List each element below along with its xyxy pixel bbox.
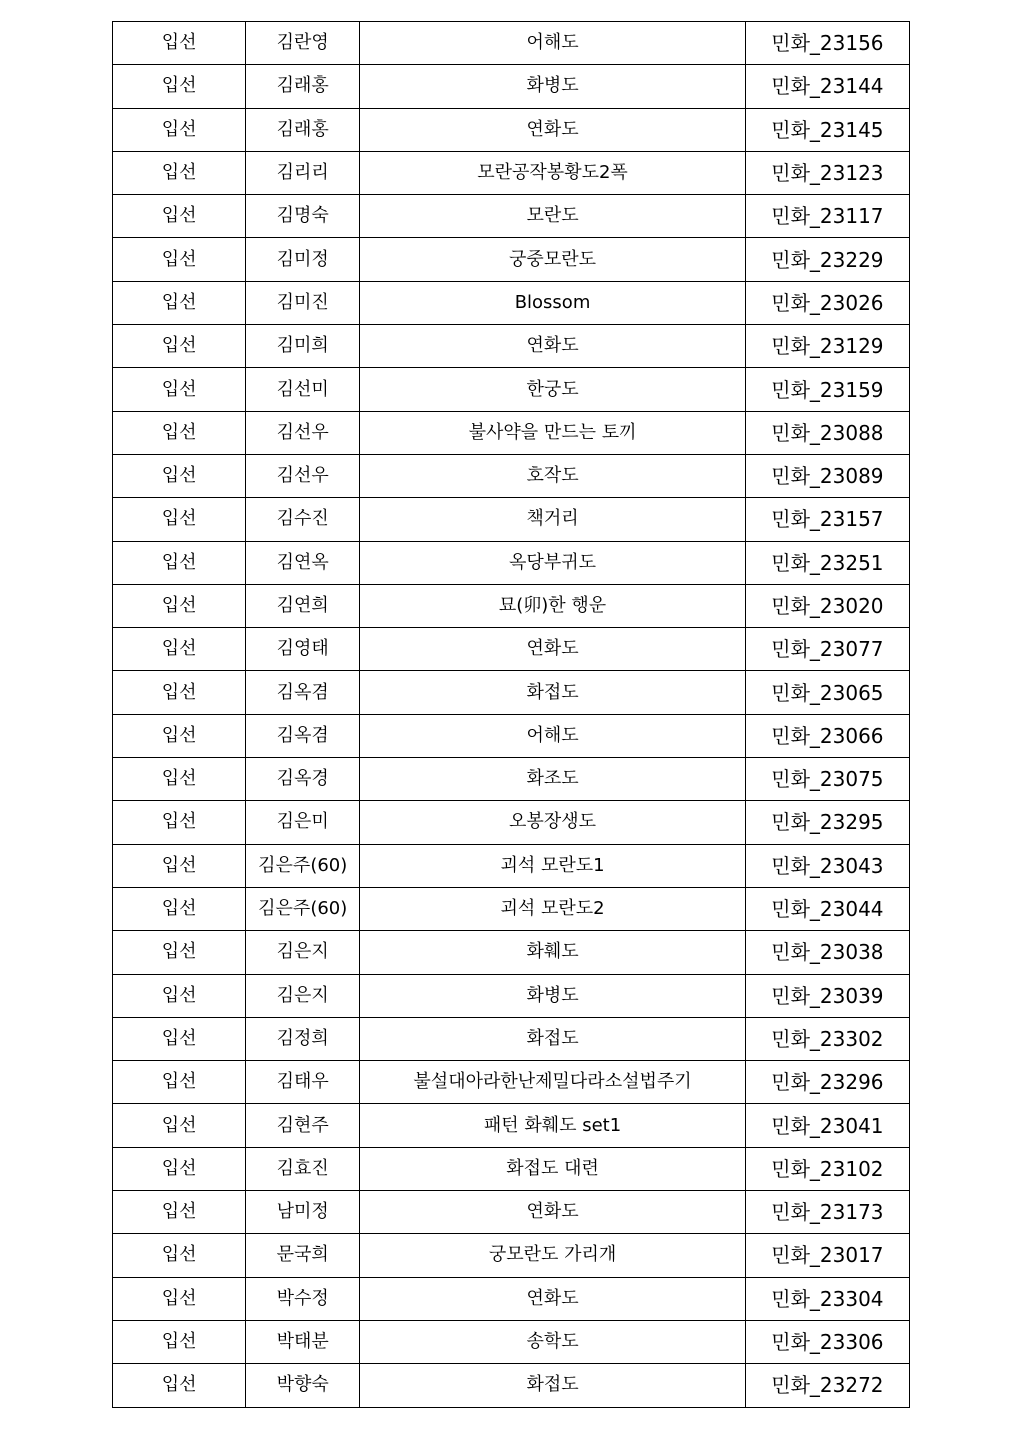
artist-name-cell: 박수정 — [246, 1277, 360, 1320]
entry-id-cell: 민화_23017 — [745, 1234, 909, 1277]
award-cell: 입선 — [113, 151, 246, 194]
award-cell: 입선 — [113, 541, 246, 584]
artist-name-cell: 김옥겸 — [246, 671, 360, 714]
table-row — [113, 1191, 910, 1234]
artwork-title-cell: 화훼도 — [360, 931, 745, 974]
artwork-title-cell: 송학도 — [360, 1320, 745, 1363]
entry-id-cell: 민화_23156 — [745, 22, 909, 65]
artwork-title-cell: 연화도 — [360, 1191, 745, 1234]
award-cell: 입선 — [113, 411, 246, 454]
table-row — [113, 758, 910, 801]
table-row — [113, 931, 910, 974]
award-cell: 입선 — [113, 584, 246, 627]
artwork-title-cell: 옥당부귀도 — [360, 541, 745, 584]
award-cell: 입선 — [113, 1234, 246, 1277]
artist-name-cell: 남미정 — [246, 1191, 360, 1234]
table-row — [113, 1234, 910, 1277]
award-cell: 입선 — [113, 758, 246, 801]
artwork-title-cell: Blossom — [360, 281, 745, 324]
award-cell: 입선 — [113, 844, 246, 887]
entry-id-cell: 민화_23020 — [745, 584, 909, 627]
artwork-title-cell: 묘(卯)한 행운 — [360, 584, 745, 627]
table-row — [113, 411, 910, 454]
artist-name-cell: 김수진 — [246, 498, 360, 541]
entry-id-cell: 민화_23041 — [745, 1104, 909, 1147]
artwork-title-cell: 화조도 — [360, 758, 745, 801]
entry-id-cell: 민화_23102 — [745, 1147, 909, 1190]
artwork-title-cell: 괴석 모란도2 — [360, 887, 745, 930]
table-row — [113, 974, 910, 1017]
award-cell: 입선 — [113, 671, 246, 714]
entry-id-cell: 민화_23038 — [745, 931, 909, 974]
artist-name-cell: 김선우 — [246, 454, 360, 497]
artwork-title-cell: 책거리 — [360, 498, 745, 541]
entry-id-cell: 민화_23173 — [745, 1191, 909, 1234]
table-row — [113, 498, 910, 541]
award-cell: 입선 — [113, 931, 246, 974]
artwork-title-cell: 화병도 — [360, 65, 745, 108]
entry-id-cell: 민화_23304 — [745, 1277, 909, 1320]
entry-id-cell: 민화_23117 — [745, 195, 909, 238]
entry-id-cell: 민화_23043 — [745, 844, 909, 887]
table-row — [113, 671, 910, 714]
entry-id-cell: 민화_23251 — [745, 541, 909, 584]
table-row — [113, 238, 910, 281]
award-cell: 입선 — [113, 454, 246, 497]
artwork-title-cell: 패턴 화훼도 set1 — [360, 1104, 745, 1147]
artist-name-cell: 김은주(60) — [246, 844, 360, 887]
table-row — [113, 1147, 910, 1190]
table-row — [113, 281, 910, 324]
artwork-title-cell: 괴석 모란도1 — [360, 844, 745, 887]
artist-name-cell: 김은미 — [246, 801, 360, 844]
table-row — [113, 801, 910, 844]
table-row — [113, 844, 910, 887]
artwork-title-cell: 연화도 — [360, 325, 745, 368]
award-cell: 입선 — [113, 22, 246, 65]
artwork-title-cell: 모란공작봉황도2폭 — [360, 151, 745, 194]
table-row — [113, 541, 910, 584]
award-cell: 입선 — [113, 1277, 246, 1320]
award-cell: 입선 — [113, 1191, 246, 1234]
artwork-title-cell: 궁중모란도 — [360, 238, 745, 281]
entry-id-cell: 민화_23077 — [745, 628, 909, 671]
artist-name-cell: 김옥경 — [246, 758, 360, 801]
artwork-title-cell: 어해도 — [360, 22, 745, 65]
artist-name-cell: 김은지 — [246, 931, 360, 974]
entry-id-cell: 민화_23302 — [745, 1017, 909, 1060]
artist-name-cell: 김영태 — [246, 628, 360, 671]
artist-name-cell: 김현주 — [246, 1104, 360, 1147]
table-row — [113, 628, 910, 671]
artwork-title-cell: 오봉장생도 — [360, 801, 745, 844]
artist-name-cell: 김옥겸 — [246, 714, 360, 757]
artwork-title-cell: 연화도 — [360, 628, 745, 671]
artist-name-cell: 김은주(60) — [246, 887, 360, 930]
table-row — [113, 1320, 910, 1363]
award-cell: 입선 — [113, 974, 246, 1017]
artwork-title-cell: 한궁도 — [360, 368, 745, 411]
artwork-title-cell: 불설대아라한난제밀다라소설법주기 — [360, 1061, 745, 1104]
table-row — [113, 1017, 910, 1060]
award-cell: 입선 — [113, 1104, 246, 1147]
table-row — [113, 1277, 910, 1320]
artist-name-cell: 김미진 — [246, 281, 360, 324]
award-cell: 입선 — [113, 498, 246, 541]
artwork-title-cell: 화병도 — [360, 974, 745, 1017]
entry-id-cell: 민화_23306 — [745, 1320, 909, 1363]
table-row — [113, 368, 910, 411]
award-cell: 입선 — [113, 801, 246, 844]
artist-name-cell: 김태우 — [246, 1061, 360, 1104]
entry-id-cell: 민화_23159 — [745, 368, 909, 411]
award-cell: 입선 — [113, 1364, 246, 1407]
entry-id-cell: 민화_23229 — [745, 238, 909, 281]
artist-name-cell: 박태분 — [246, 1320, 360, 1363]
artwork-title-cell: 화접도 — [360, 671, 745, 714]
entry-id-cell: 민화_23088 — [745, 411, 909, 454]
artist-name-cell: 김연희 — [246, 584, 360, 627]
award-cell: 입선 — [113, 368, 246, 411]
table-row — [113, 65, 910, 108]
award-cell: 입선 — [113, 887, 246, 930]
award-cell: 입선 — [113, 1320, 246, 1363]
artist-name-cell: 김래홍 — [246, 65, 360, 108]
artist-name-cell: 김선우 — [246, 411, 360, 454]
table-row — [113, 151, 910, 194]
artist-name-cell: 김은지 — [246, 974, 360, 1017]
table-row — [113, 1061, 910, 1104]
entry-id-cell: 민화_23123 — [745, 151, 909, 194]
table-row — [113, 1364, 910, 1407]
award-cell: 입선 — [113, 281, 246, 324]
table-row — [113, 195, 910, 238]
entry-id-cell: 민화_23145 — [745, 108, 909, 151]
award-cell: 입선 — [113, 1147, 246, 1190]
table-row — [113, 714, 910, 757]
artwork-title-cell: 연화도 — [360, 108, 745, 151]
award-cell: 입선 — [113, 628, 246, 671]
award-cell: 입선 — [113, 325, 246, 368]
table-row — [113, 325, 910, 368]
artwork-title-cell: 호작도 — [360, 454, 745, 497]
entry-id-cell: 민화_23144 — [745, 65, 909, 108]
artist-name-cell: 김선미 — [246, 368, 360, 411]
entry-id-cell: 민화_23066 — [745, 714, 909, 757]
artist-name-cell: 김명숙 — [246, 195, 360, 238]
entry-id-cell: 민화_23026 — [745, 281, 909, 324]
artwork-title-cell: 화접도 — [360, 1364, 745, 1407]
table-row — [113, 584, 910, 627]
table-row — [113, 887, 910, 930]
artist-name-cell: 김정희 — [246, 1017, 360, 1060]
entry-id-cell: 민화_23295 — [745, 801, 909, 844]
artist-name-cell: 박향숙 — [246, 1364, 360, 1407]
entry-id-cell: 민화_23089 — [745, 454, 909, 497]
artist-name-cell: 김래홍 — [246, 108, 360, 151]
entry-id-cell: 민화_23296 — [745, 1061, 909, 1104]
table-row — [113, 108, 910, 151]
artwork-title-cell: 모란도 — [360, 195, 745, 238]
artwork-title-cell: 화접도 대련 — [360, 1147, 745, 1190]
artwork-title-cell: 궁모란도 가리개 — [360, 1234, 745, 1277]
entry-id-cell: 민화_23075 — [745, 758, 909, 801]
table-row — [113, 1104, 910, 1147]
artist-name-cell: 김연옥 — [246, 541, 360, 584]
entry-id-cell: 민화_23157 — [745, 498, 909, 541]
artist-name-cell: 김리리 — [246, 151, 360, 194]
entry-id-cell: 민화_23065 — [745, 671, 909, 714]
artwork-title-cell: 화접도 — [360, 1017, 745, 1060]
entry-id-cell: 민화_23039 — [745, 974, 909, 1017]
table-row — [113, 454, 910, 497]
results-table-body — [113, 22, 910, 1408]
award-cell: 입선 — [113, 108, 246, 151]
artist-name-cell: 김효진 — [246, 1147, 360, 1190]
award-cell: 입선 — [113, 195, 246, 238]
award-cell: 입선 — [113, 714, 246, 757]
award-cell: 입선 — [113, 1061, 246, 1104]
award-cell: 입선 — [113, 65, 246, 108]
artwork-title-cell: 어해도 — [360, 714, 745, 757]
award-cell: 입선 — [113, 238, 246, 281]
table-row — [113, 22, 910, 65]
results-table — [112, 21, 910, 1408]
entry-id-cell: 민화_23272 — [745, 1364, 909, 1407]
entry-id-cell: 민화_23129 — [745, 325, 909, 368]
artist-name-cell: 문국희 — [246, 1234, 360, 1277]
entry-id-cell: 민화_23044 — [745, 887, 909, 930]
artwork-title-cell: 불사약을 만드는 토끼 — [360, 411, 745, 454]
artist-name-cell: 김란영 — [246, 22, 360, 65]
artist-name-cell: 김미희 — [246, 325, 360, 368]
award-cell: 입선 — [113, 1017, 246, 1060]
artist-name-cell: 김미정 — [246, 238, 360, 281]
artwork-title-cell: 연화도 — [360, 1277, 745, 1320]
